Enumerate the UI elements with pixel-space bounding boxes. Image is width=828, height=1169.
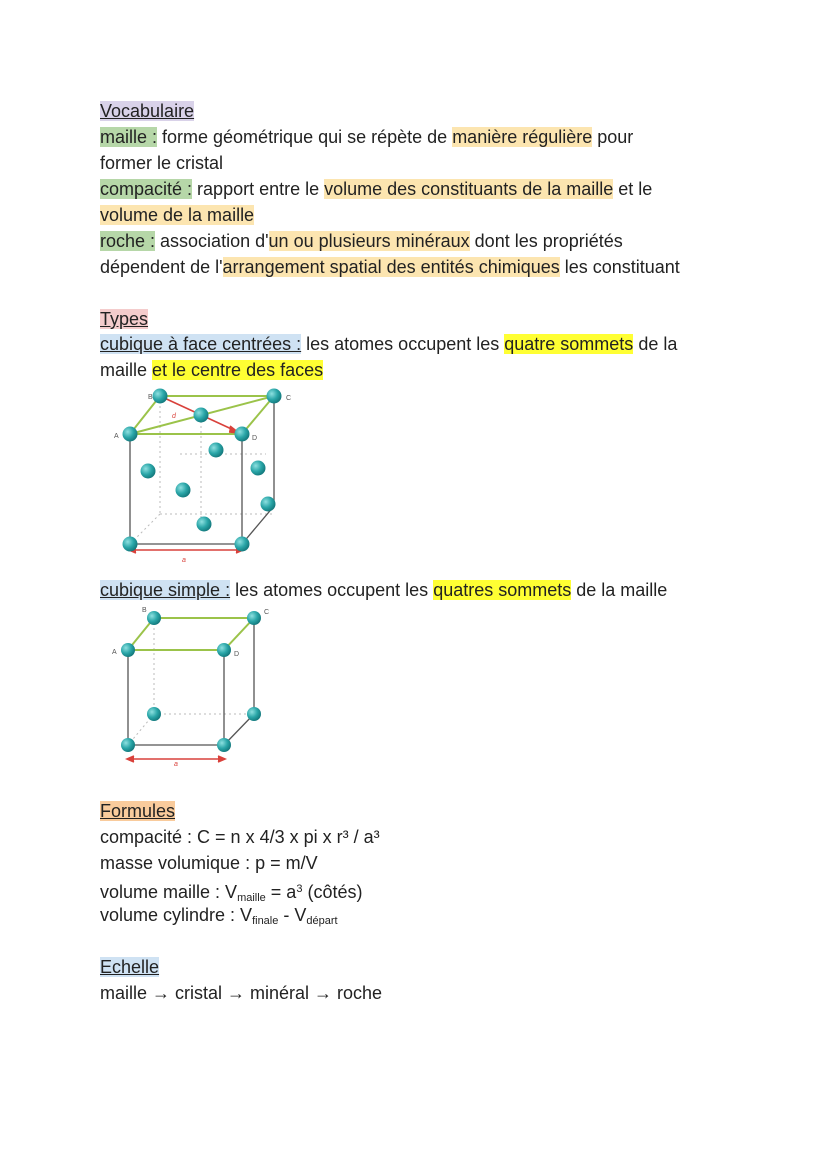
label-edge-a: a — [182, 557, 186, 564]
maille-line — [100, 124, 633, 150]
atom-right-face-center — [251, 461, 266, 476]
roche-def-highlight-1: un ou plusieurs minéraux — [268, 231, 470, 251]
cfc-def-text-end: de la — [633, 334, 678, 354]
atom-right-bottom — [261, 497, 276, 512]
roche-term: roche : — [100, 231, 156, 251]
types-heading: Types — [100, 309, 149, 329]
vocab-heading-line — [100, 98, 194, 124]
label-d: D — [252, 435, 258, 442]
maille-def-text: forme géométrique qui se répète de — [157, 127, 453, 147]
atom-back-face-center — [209, 443, 224, 458]
compacite-line-2 — [100, 202, 254, 228]
types-heading-line — [100, 306, 148, 332]
compacite-def-text-end: et le — [613, 179, 653, 199]
label-a: A — [114, 433, 119, 440]
f3-subscript: maille — [237, 892, 266, 904]
atom-b — [153, 389, 168, 404]
fcc-cube-diagram — [108, 386, 298, 566]
cs-line — [100, 577, 667, 603]
atom-left-face-center — [141, 464, 156, 479]
compacite-line — [100, 176, 652, 202]
formula-volume-cylindre — [100, 902, 338, 934]
label-b: B — [148, 394, 153, 401]
cfc-term: cubique à face centrées : — [100, 334, 302, 354]
cs-term: cubique simple : — [100, 580, 231, 600]
atom-front-bottom-left — [123, 537, 138, 552]
atom-bottom-face-center — [197, 517, 212, 532]
atom-front-bottom-right — [235, 537, 250, 552]
sc-atom-c — [247, 611, 261, 625]
sc-atom-d — [217, 643, 231, 657]
label-diag-d: d — [172, 413, 176, 420]
maille-def-highlight: manière régulière — [452, 127, 593, 147]
label-c: C — [286, 395, 292, 402]
echelle-heading: Echelle — [100, 957, 160, 977]
vocab-heading: Vocabulaire — [100, 101, 195, 121]
atom-c — [267, 389, 282, 404]
sc-label-b: B — [142, 607, 147, 614]
compacite-def-text: rapport entre le — [192, 179, 325, 199]
roche-def-text-3: dépendent de l' — [100, 257, 223, 277]
sc-atom-back-bottom-right — [247, 707, 261, 721]
maille-line-2 — [100, 150, 223, 176]
f4-text-2: - V — [278, 905, 307, 925]
atom-top-face-center — [194, 408, 209, 423]
f3-superscript: 3 — [296, 883, 303, 895]
roche-def-highlight-2: arrangement spatial des entités chimiques — [222, 257, 560, 277]
cfc-def-text-2: maille — [100, 360, 153, 380]
sc-label-a: A — [112, 649, 117, 656]
sc-label-d: D — [234, 651, 240, 658]
f4-text: volume cylindre : V — [100, 905, 253, 925]
sc-atom-front-bottom-right — [217, 738, 231, 752]
cs-def-text: les atomes occupent les — [230, 580, 434, 600]
f4-subscript-1: finale — [252, 915, 279, 927]
formula-masse-volumique: masse volumique : p = m/V — [100, 853, 318, 873]
maille-def-text-end: pour — [592, 127, 634, 147]
cs-def-text-end: de la maille — [571, 580, 668, 600]
sc-atom-back-bottom-left — [147, 707, 161, 721]
compacite-def-highlight-1: volume des constituants de la maille — [324, 179, 614, 199]
simple-cube-diagram — [108, 604, 278, 770]
cfc-line-2 — [100, 357, 323, 383]
roche-def-text-2: dont les propriétés — [469, 231, 623, 251]
echelle-line: maille → cristal → minéral → roche — [100, 983, 383, 1003]
formula-compacite: compacité : C = n x 4/3 x pi x r³ / a³ — [100, 827, 380, 847]
maille-def-continued: former le cristal — [100, 153, 224, 173]
atom-front-face-center — [176, 483, 191, 498]
atom-a — [123, 427, 138, 442]
compacite-def-highlight-2: volume de la maille — [100, 205, 255, 225]
formules-heading-line — [100, 798, 175, 824]
f3-text: volume maille : V — [100, 882, 238, 902]
roche-line — [100, 228, 623, 254]
sc-atom-b — [147, 611, 161, 625]
f3-text-3: (côtés) — [302, 882, 363, 902]
f4-subscript-2: départ — [306, 915, 338, 927]
formules-heading: Formules — [100, 801, 176, 821]
maille-term: maille : — [100, 127, 158, 147]
cs-def-highlight: quatres sommets — [433, 580, 572, 600]
sc-atom-front-bottom-left — [121, 738, 135, 752]
sc-top-face — [128, 618, 254, 650]
cfc-def-highlight-1: quatre sommets — [504, 334, 634, 354]
atom-d — [235, 427, 250, 442]
sc-label-edge-a: a — [174, 761, 178, 768]
echelle-heading-line — [100, 954, 159, 980]
roche-line-2 — [100, 254, 680, 280]
cfc-line — [100, 331, 677, 357]
compacite-term: compacité : — [100, 179, 193, 199]
sc-atom-a — [121, 643, 135, 657]
roche-def-text-end: les constituant — [559, 257, 680, 277]
roche-def-text: association d' — [155, 231, 269, 251]
f3-text-2: = a — [265, 882, 297, 902]
cfc-def-highlight-2: et le centre des faces — [152, 360, 324, 380]
sc-label-c: C — [264, 609, 270, 616]
cfc-def-text: les atomes occupent les — [301, 334, 505, 354]
